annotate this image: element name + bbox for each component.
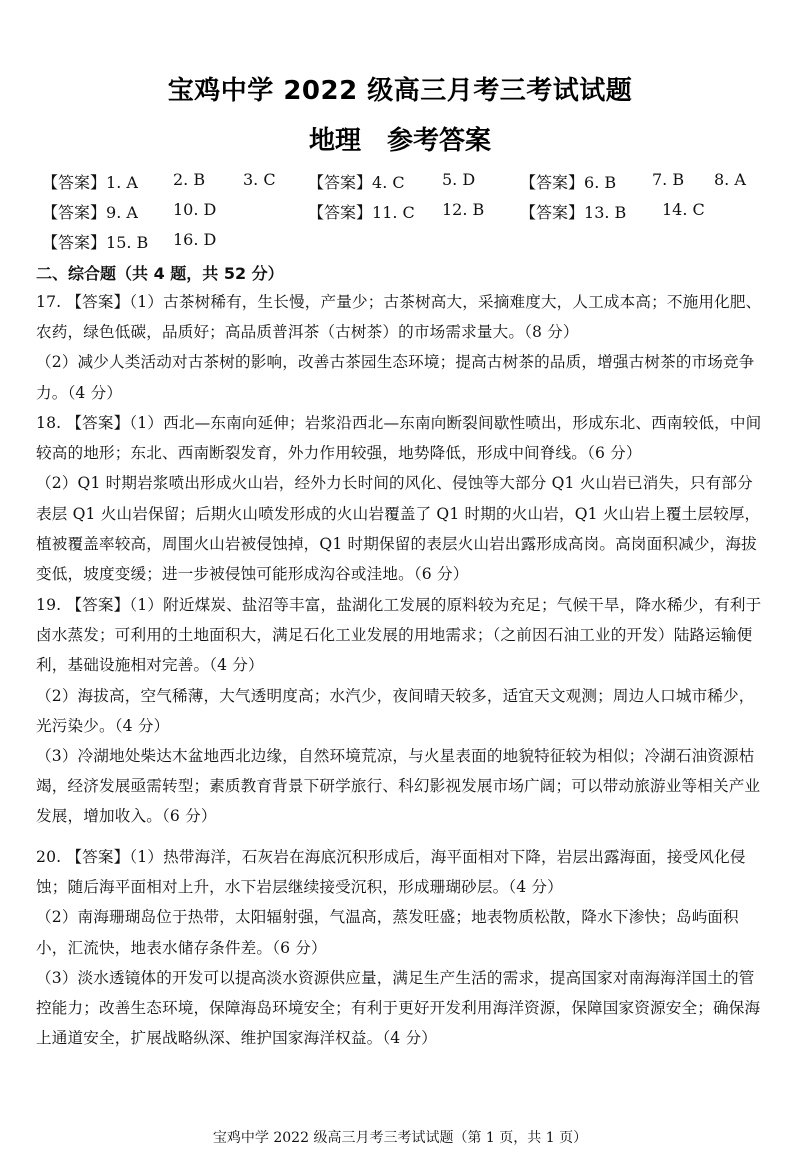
answer-item: 12. B: [442, 200, 485, 219]
answer-item: 14. C: [662, 200, 705, 219]
question-17: [36, 287, 766, 408]
subject-label: 地理: [308, 126, 361, 156]
q18-part-2: （2）Q1 时期岩浆喷出形成火山岩，经外力长时间的风化、侵蚀等大部分 Q1 火山岩已消失，只有部分表层 Q1 火山岩保留；后期火山喷发形成的火山岩覆盖了 Q1 时期的火山岩，Q1 火山岩上覆土层较厚，植被覆盖率较高，周围火山岩被侵蚀掉，Q1 时期保留的表层火山岩出露形成高岗。高岗面积减少，海拔变低，坡度变缓；进一步被侵蚀可能形成沟谷或洼地。（6 分）: [36, 474, 761, 584]
q20-part-3: （3）淡水透镜体的开发可以提高淡水资源供应量，满足生产生活的需求，提高国家对南海海洋国土的管控能力；改善生态环境，保障海岛环境安全；有利于更好开发利用海洋资源，保障国家资源安全；确保海上通道安全，扩展战略纵深、维护国家海洋权益。（4 分）: [36, 968, 761, 1048]
answer-item: 【答案】1. A: [42, 173, 138, 192]
q20-part-1: 20. 【答案】（1）热带海洋，石灰岩在海底沉积形成后，海平面相对下降，岩层出露海面，接受风化侵蚀；随后海平面相对上升，水下岩层继续接受沉积，形成珊瑚砂层。（4 分）: [36, 848, 746, 897]
answer-item: 【答案】15. B: [42, 233, 149, 252]
answer-item: 【答案】9. A: [42, 203, 138, 222]
q19-part-2: （2）海拔高，空气稀薄，大气透明度高；水汽少，夜间晴天较多，适宜天文观测；周边人口城市稀少，光污染少。（4 分）: [36, 686, 755, 735]
q18-part-1: 18. 【答案】（1）西北—东南向延伸；岩浆沿西北—东南向断裂间歇性喷出，形成东北、西南较低，中间较高的地形；东北、西南断裂发育，外力作用较强，地势降低，形成中间脊线。（6 分）: [36, 414, 762, 463]
answer-item: 7. B: [652, 170, 685, 189]
subtitle-label: 参考答案: [387, 126, 492, 156]
answer-item: 16. D: [173, 230, 217, 249]
answer-item: 【答案】13. B: [520, 203, 627, 222]
answer-item: 10. D: [173, 200, 217, 219]
answer-item: 【答案】6. B: [520, 173, 617, 192]
q17-part-2: （2）减少人类活动对古茶树的影响，改善古茶园生态环境；提高古树茶的品质，增强古树茶的市场竞争力。（4 分）: [36, 353, 755, 402]
q20-part-2: （2）南海珊瑚岛位于热带，太阳辐射强，气温高，蒸发旺盛；地表物质松散，降水下渗快；岛屿面积小，汇流快，地表水储存条件差。（6 分）: [36, 908, 739, 957]
answer-item: 2. B: [173, 170, 206, 189]
answer-item: 【答案】11. C: [308, 203, 415, 222]
answer-item: 5. D: [442, 170, 476, 189]
question-20: [36, 842, 766, 1053]
answer-item: 8. A: [714, 170, 746, 189]
q17-part-1: 17. 【答案】（1）古茶树稀有，生长慢，产量少；古茶树高大，采摘难度大，人工成本高；不施用化肥、农药，绿色低碳，品质好；高品质普洱茶（古树茶）的市场需求量大。（8 分）: [36, 293, 762, 342]
answer-item: 【答案】4. C: [308, 173, 405, 192]
q19-part-3: （3）冷湖地处柴达木盆地西北边缘，自然环境荒凉，与火星表面的地貌特征较为相似；冷湖石油资源枯竭，经济发展亟需转型；素质教育背景下研学旅行、科幻影视发展市场广阔；可以带动旅游业等相关产业发展，增加收入。（6 分）: [36, 747, 761, 826]
section-heading: 二、综合题（共 4 题，共 52 分）: [36, 264, 284, 283]
page-footer: 宝鸡中学 2022 级高三月考三考试试题（第 1 页，共 1 页）: [212, 1130, 588, 1146]
page-subtitle: [0, 120, 800, 157]
question-18: [36, 408, 766, 589]
q19-part-1: 19. 【答案】（1）附近煤炭、盐沼等丰富，盐湖化工发展的原料较为充足；气候干旱，降水稀少，有利于卤水蒸发；可利用的土地面积大，满足石化工业发展的用地需求；（之前因石油工业的开发）陆路运输便利，基础设施相对完善。（4 分）: [36, 596, 762, 675]
answer-item: 3. C: [243, 170, 276, 189]
page-title: 宝鸡中学 2022 级高三月考三考试试题: [167, 76, 633, 106]
question-19: [36, 590, 766, 832]
